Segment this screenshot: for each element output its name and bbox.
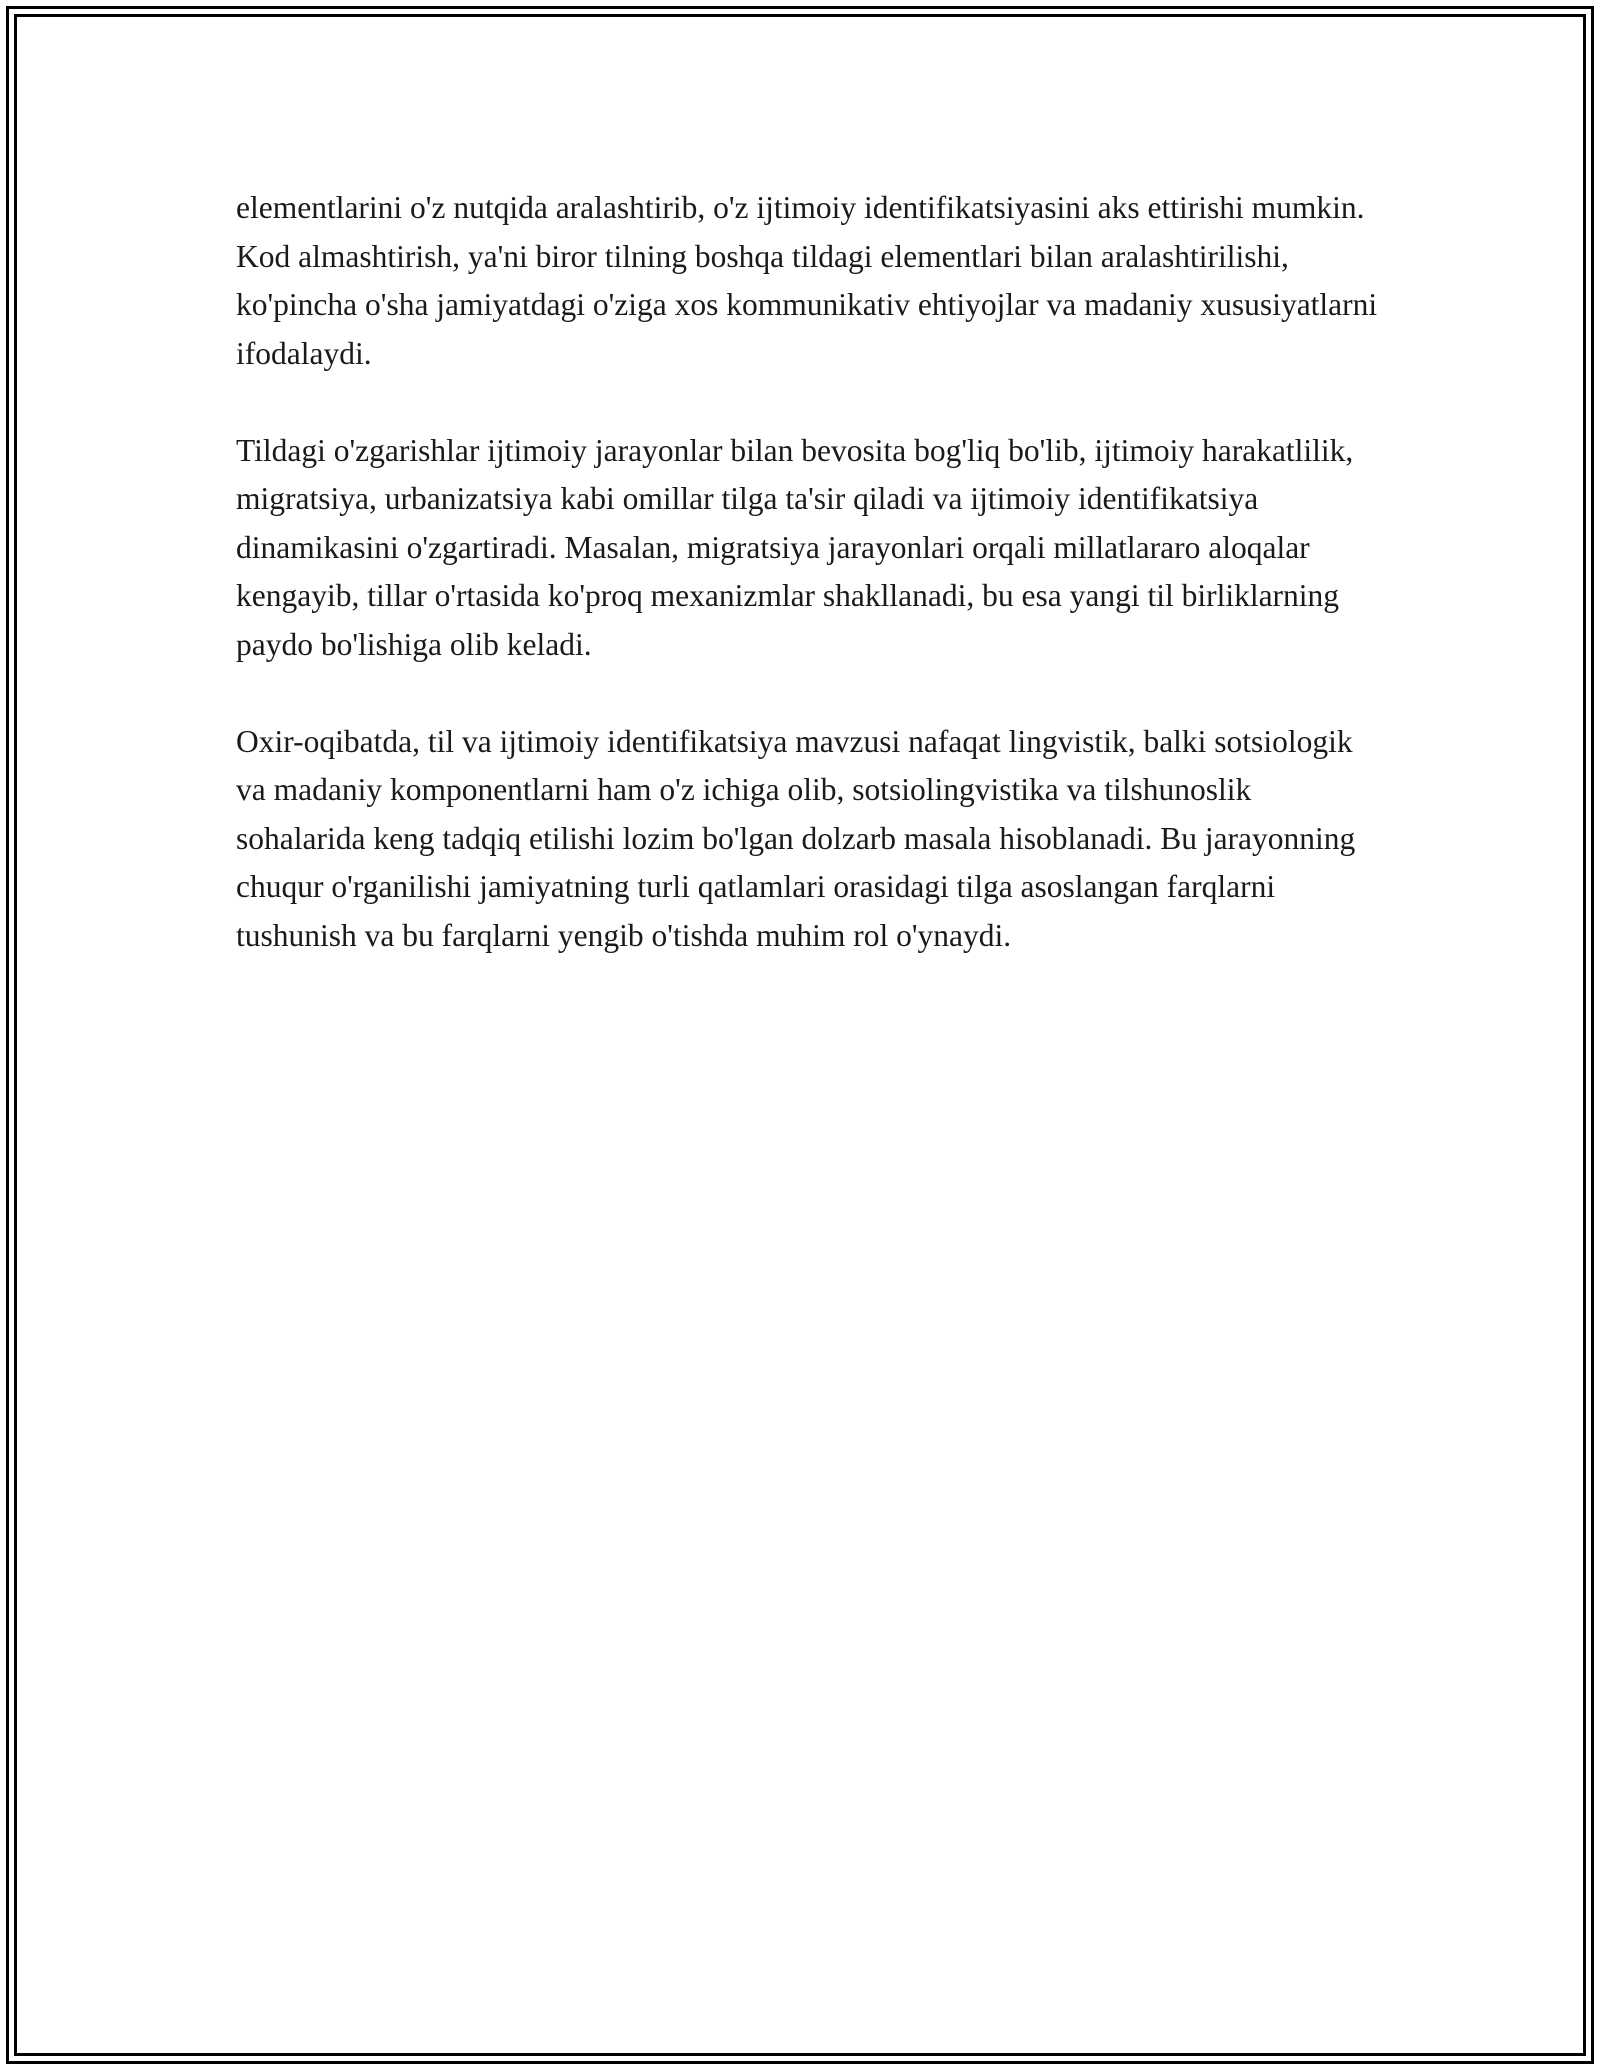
paragraph-3: Oxir-oqibatda, til va ijtimoiy identifikatsiya mavzusi nafaqat lingvistik, balki sotsiologik va madaniy komponentlarni ham o'z ichiga olib, sotsiolingvistika va tilshunoslik sohalarida keng tadqiq etilishi lozim bo'lgan dolzarb masala hisoblanadi. Bu jarayonning chuqur o'rganilishi jamiyatning turli qatlamlari orasidagi tilga asoslangan farqlarni tushunish va bu farqlarni yengib o'tishda muhim rol o'ynaydi. — [236, 723, 1356, 953]
paragraph-1: elementlarini o'z nutqida aralashtirib, o'z ijtimoiy identifikatsiyasini aks ettirishi mumkin. Kod almashtirish, ya'ni biror tilning boshqa tildagi elementlari bilan aralashtirilishi, ko'pincha o'sha jamiyatdagi o'ziga xos kommunikativ ehtiyojlar va madaniy xususiyatlarni ifodalaydi. — [236, 190, 1378, 371]
paragraph-2: Tildagi o'zgarishlar ijtimoiy jarayonlar bilan bevosita bog'liq bo'lib, ijtimoiy harakatlilik, migratsiya, urbanizatsiya kabi omillar tilga ta'sir qiladi va ijtimoiy identifikatsiya dinamikasini o'zgartiradi. Masalan, migratsiya jarayonlari orqali millatlararo aloqalar kengayib, tillar o'rtasida ko'proq mexanizmlar shakllanadi, bu esa yangi til birliklarning paydo bo'lishiga olib keladi. — [236, 432, 1354, 662]
document-body — [236, 184, 1386, 1009]
